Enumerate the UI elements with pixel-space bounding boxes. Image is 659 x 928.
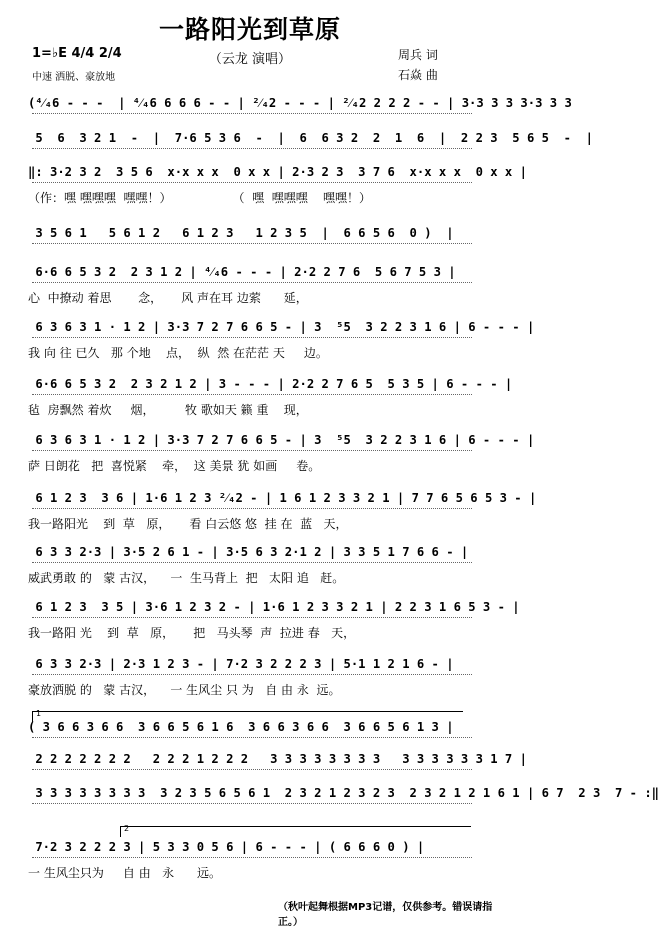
beam-line	[32, 508, 472, 509]
notation-line: ‖: 3·2 3 2 3 5 6 x·x x x 0 x x | 2·3 2 3 3 7 6 x·x x x 0 x x |	[28, 165, 527, 179]
notation-line: 6 3 6 3 1 · 1 2 | 3·3 7 2 7 6 6 5 - | 3 ⁵5 3 2 2 3 1 6 | 6 - - - |	[28, 433, 535, 447]
score-row	[28, 600, 520, 640]
notation-line: 2 2 2 2 2 2 2 2 2 2 1 2 2 2 3 3 3 3 3 3 3 3 3 3 3 3 3 3 1 7 |	[28, 752, 527, 766]
score-row	[28, 545, 478, 585]
lyric-line: （作：嘿 嘿嘿嘿 嘿嘿！） （ 嘿 嘿嘿嘿 嘿嘿！）	[28, 191, 371, 205]
notation-line: ( 3 6 6 3 6 6 3 6 6 5 6 1 6 3 6 6 3 6 6 3 6 6 5 6 1 3 |	[28, 720, 454, 734]
score-row	[28, 840, 478, 880]
score-row	[28, 433, 535, 473]
beam-line	[32, 450, 472, 451]
score-row	[28, 226, 478, 266]
beam-line	[32, 282, 472, 283]
score-row	[28, 657, 478, 697]
notation-line: 6·6 6 5 3 2 2 3 2 1 2 | 3 - - - | 2·2 2 7 6 5 5 3 5 | 6 - - - |	[28, 377, 513, 391]
beam-line	[32, 148, 472, 149]
notation-line: 6·6 6 5 3 2 2 3 1 2 | ⁴⁄₄6 - - - | 2·2 2 7 6 5 6 7 5 3 |	[28, 265, 456, 279]
notation-line: 7·2 3 2 2 2 3 | 5 3 3 0 5 6 | 6 - - - | ( 6 6 6 0 ) |	[28, 840, 425, 854]
score-row	[28, 96, 572, 136]
notation-line: 3 3 3 3 3 3 3 3 3 2 3 5 6 5 6 1 2 3 2 1 2 3 2 3 2 3 2 1 2 1 6 1 | 6 7 2 3 7 - :‖	[28, 786, 659, 800]
lyric-line: 萨 日朗花 把 喜悦紧 牵， 这 美景 犹 如画 卷。	[28, 459, 321, 473]
score-row	[28, 786, 659, 826]
beam-line	[32, 113, 472, 114]
score-row	[28, 320, 535, 360]
first-ending-bracket	[32, 711, 463, 722]
beam-line	[32, 857, 472, 858]
notation-line: 6 3 6 3 1 · 1 2 | 3·3 7 2 7 6 6 5 - | 3 ⁵5 3 2 2 3 1 6 | 6 - - - |	[28, 320, 535, 334]
notation-line: 6 3 3 2·3 | 3·5 2 6 1 - | 3·5 6 3 2·1 2 | 3 3 5 1 7 6 6 - |	[28, 545, 469, 559]
score-row	[28, 491, 537, 531]
lyric-line: 心 中撩动 着思 念， 风 声在耳 边萦 延，	[28, 291, 308, 305]
second-ending-bracket	[120, 826, 471, 837]
beam-line	[32, 562, 472, 563]
page-title: 一路阳光到草原	[158, 15, 341, 44]
beam-line	[32, 394, 472, 395]
beam-line	[32, 617, 472, 618]
beam-line	[32, 737, 472, 738]
beam-line	[32, 243, 472, 244]
volta-number: 2	[124, 824, 130, 833]
beam-line	[32, 674, 472, 675]
volta-number: 1	[36, 709, 42, 718]
lyric-line: 一 生风尘只为 自 由 永 远。	[28, 866, 222, 880]
lyric-line: 我 向 往 已久 那 个地 点， 纵 然 在茫茫 天 边。	[28, 346, 328, 360]
beam-line	[32, 803, 472, 804]
transcription-note: （秋叶起舞根据MP3记谱，仅供参考。错误请指正。）	[278, 902, 493, 928]
lyric-line: 豪放洒脱 的 蒙 古汉， 一 生风尘 只 为 自 由 永 远。	[28, 683, 341, 697]
notation-line: 6 1 2 3 3 6 | 1·6 1 2 3 ²⁄₄2 - | 1 6 1 2 3 3 2 1 | 7 7 6 5 6 5 3 - |	[28, 491, 537, 505]
notation-line: (⁴⁄₄6 - - - | ⁴⁄₄6 6 6 6 - - | ²⁄₄2 - - - | ²⁄₄2 2 2 2 - - | 3·3 3 3 3·3 3 3	[28, 96, 572, 110]
lyric-line: 我一路阳光 到 草 原， 看 白云悠 悠 挂 在 蓝 天，	[28, 517, 348, 531]
lyric-line: 毡 房飘然 着炊 烟， 牧 歌如天 籁 重 现，	[28, 403, 308, 417]
beam-line	[32, 337, 472, 338]
notation-line: 3 5 6 1 5 6 1 2 6 1 2 3 1 2 3 5 | 6 6 5 6 0 ) |	[28, 226, 454, 240]
beam-line	[32, 769, 472, 770]
notation-line: 6 3 3 2·3 | 2·3 1 2 3 - | 7·2 3 2 2 2 3 | 5·1 1 2 1 6 - |	[28, 657, 454, 671]
score-row	[28, 265, 478, 305]
key-signature: 1=♭E 4/4 2/4	[32, 46, 122, 61]
score-row	[28, 165, 527, 205]
notation-line: 6 1 2 3 3 5 | 3·6 1 2 3 2 - | 1·6 1 2 3 3 2 1 | 2 2 3 1 6 5 3 - |	[28, 600, 520, 614]
subtitle: （云龙 演唱）	[208, 52, 292, 67]
beam-line	[32, 182, 472, 183]
lyric-line: 我一路阳 光 到 草 原， 把 马头琴 声 拉进 春 天，	[28, 626, 356, 640]
notation-line: 5 6 3 2 1 - | 7·6 5 3 6 - | 6 6 3 2 2 1 6 | 2 2 3 5 6 5 - |	[28, 131, 593, 145]
composer-credit: 石焱 曲	[398, 68, 438, 82]
score-row	[28, 377, 513, 417]
lyricist-credit: 周兵 词	[398, 48, 438, 62]
lyric-line: 威武勇敢 的 蒙 古汉， 一 生马背上 把 太阳 追 赶。	[28, 571, 345, 585]
tempo-marking: 中速 洒脱、豪放地	[32, 72, 116, 83]
